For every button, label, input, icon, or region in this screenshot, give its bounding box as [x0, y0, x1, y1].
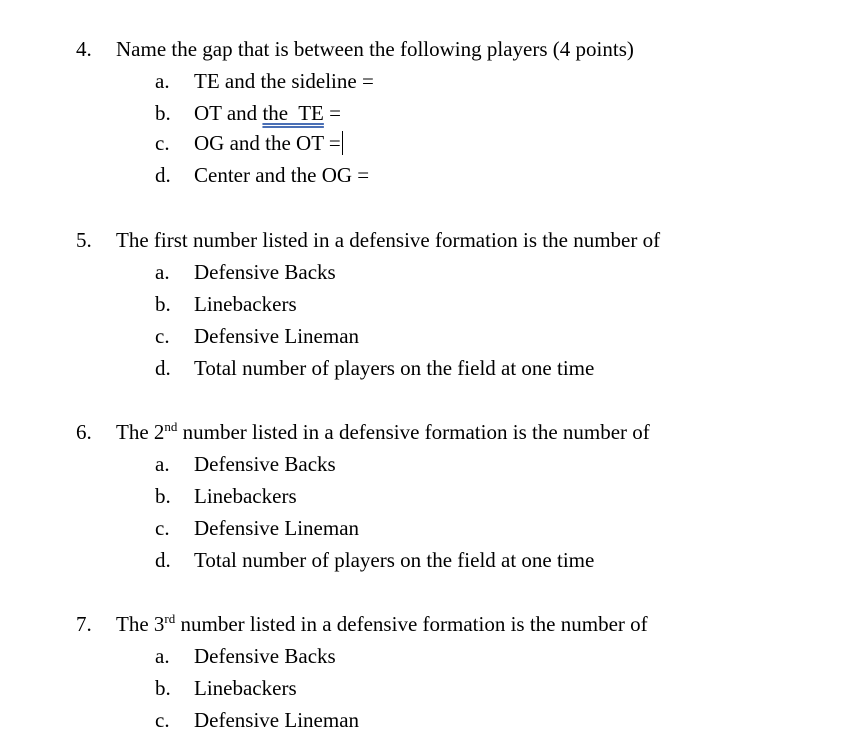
- option-letter: b.: [155, 101, 171, 125]
- option-letter: b.: [155, 292, 171, 316]
- option-text-suffix: =: [323, 101, 341, 125]
- option-text: Defensive Backs: [194, 644, 336, 668]
- option-text: TE and the sideline =: [194, 69, 374, 93]
- question-text: Name the gap that is between the following players (4 points): [116, 37, 634, 61]
- option-letter: d.: [155, 548, 171, 572]
- question-text-after: number listed in a defensive formation is the number of: [177, 420, 650, 444]
- option-letter: a.: [155, 452, 170, 476]
- question-number: 5.: [76, 228, 92, 252]
- question-text-after: number listed in a defensive formation is the number of: [175, 612, 648, 636]
- option-letter: d.: [155, 356, 171, 380]
- question-text: The first number listed in a defensive formation is the number of: [116, 228, 661, 252]
- option-text: Defensive Lineman: [194, 516, 360, 540]
- option-text: Center and the OG =: [194, 163, 370, 187]
- question-text: [116, 610, 648, 638]
- option-letter: a.: [155, 260, 170, 284]
- question-text-before: The 3: [116, 612, 165, 636]
- option-letter: c.: [155, 324, 170, 348]
- option-letter: d.: [155, 163, 171, 187]
- option-text: Linebackers: [194, 292, 297, 316]
- ordinal-superscript: nd: [164, 419, 178, 434]
- question-number: 4.: [76, 37, 92, 61]
- option-text: Total number of players on the field at one time: [194, 548, 595, 572]
- text-cursor: [342, 131, 344, 155]
- option-text: Defensive Backs: [194, 452, 336, 476]
- option-letter: b.: [155, 484, 171, 508]
- option-letter: a.: [155, 69, 170, 93]
- option-text: Defensive Backs: [194, 260, 336, 284]
- option-text-prefix: OT and: [194, 101, 263, 125]
- question-number: 6.: [76, 420, 92, 444]
- option-letter: b.: [155, 676, 171, 700]
- option-text: Linebackers: [194, 484, 297, 508]
- question-text-before: The 2: [116, 420, 165, 444]
- option-text: [194, 99, 341, 127]
- option-text: Total number of players on the field at one time: [194, 356, 595, 380]
- grammar-underline[interactable]: the TE: [262, 101, 324, 125]
- option-text: [194, 129, 343, 157]
- ordinal-superscript: rd: [164, 611, 176, 626]
- option-text: Linebackers: [194, 676, 297, 700]
- option-text-content: OG and the OT =: [194, 131, 341, 155]
- option-text: Defensive Lineman: [194, 324, 360, 348]
- option-text: Defensive Lineman: [194, 708, 360, 732]
- option-letter: c.: [155, 708, 170, 732]
- option-letter: c.: [155, 516, 170, 540]
- question-text: [116, 418, 650, 446]
- option-letter: c.: [155, 131, 170, 155]
- option-letter: a.: [155, 644, 170, 668]
- question-number: 7.: [76, 612, 92, 636]
